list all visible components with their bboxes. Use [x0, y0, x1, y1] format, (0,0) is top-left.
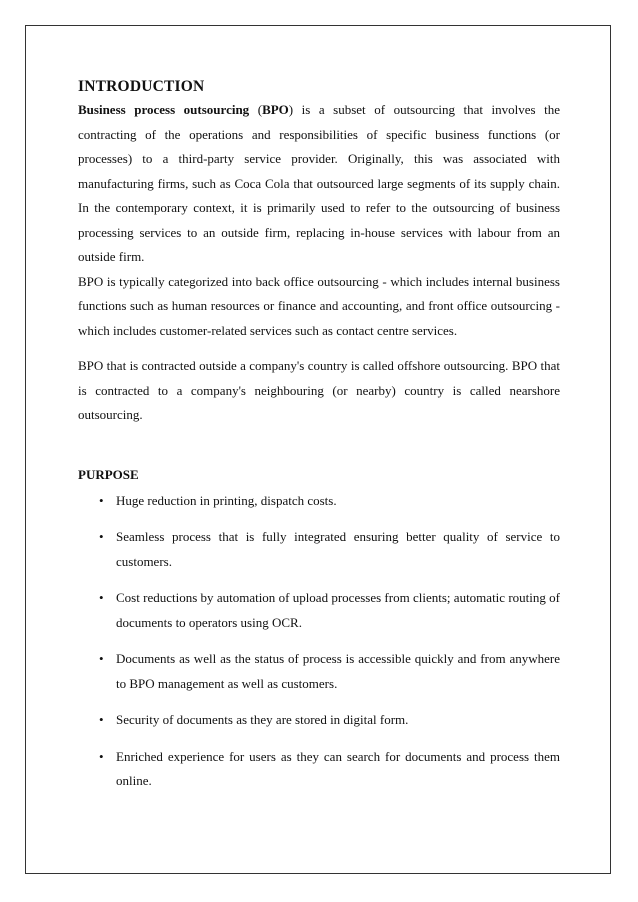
paren-open: (	[249, 102, 263, 117]
purpose-item	[78, 647, 560, 696]
document-body	[78, 76, 560, 806]
bpo-term: Business process outsourcing	[78, 102, 250, 117]
introduction-text: ) is a subset of outsourcing that involves the contracting of the operations and responsibilities of specific business functions (or processes) to a third-party service provider. Originally, this was associated with manufacturing firms, such as Coca Cola that outsourced large segments of its supply chain. In the contemporary context, it is primarily used to refer to the outsourcing of business processing services to an outside firm, replacing in-house services with labour from an outside firm.	[78, 102, 560, 264]
purpose-item	[78, 745, 560, 794]
categorization-paragraph: BPO is typically categorized into back office outsourcing - which includes internal business functions such as human resources or finance and accounting, and front office outsourcing - which includes customer-related services such as contact centre services.	[78, 273, 560, 338]
bullet-icon: •	[99, 492, 104, 508]
purpose-item-text: Seamless process that is fully integrated ensuring better quality of service to customers.	[116, 529, 560, 569]
purpose-item-text: Security of documents as they are stored in digital form.	[116, 712, 409, 727]
purpose-heading: PURPOSE	[78, 466, 139, 482]
offshore-paragraph: BPO that is contracted outside a company's country is called offshore outsourcing. BPO that is contracted to a company's neighbouring (or nearby) country is called nearshore outsourcing.	[78, 358, 560, 422]
purpose-item-text: Cost reductions by automation of upload processes from clients; automatic routing of documents to operators using OCR.	[116, 590, 560, 630]
bullet-icon: •	[99, 651, 104, 666]
purpose-item	[78, 489, 560, 514]
bullet-icon: •	[99, 748, 104, 764]
introduction-paragraph	[78, 98, 560, 270]
purpose-item	[78, 586, 560, 635]
bullet-icon: •	[99, 529, 104, 544]
introduction-heading: INTRODUCTION	[78, 78, 205, 95]
purpose-item-text: Huge reduction in printing, dispatch costs.	[116, 492, 337, 508]
purpose-item-text: Documents as well as the status of process is accessible quickly and from anywhere to BPO management as well as customers.	[116, 651, 560, 691]
purpose-list	[78, 489, 560, 794]
bullet-icon: •	[99, 712, 104, 727]
bpo-abbreviation: BPO	[262, 102, 289, 117]
bullet-icon: •	[99, 590, 104, 605]
purpose-item-text: Enriched experience for users as they can search for documents and process them online.	[116, 748, 560, 788]
purpose-item	[78, 708, 560, 733]
purpose-item	[78, 525, 560, 574]
